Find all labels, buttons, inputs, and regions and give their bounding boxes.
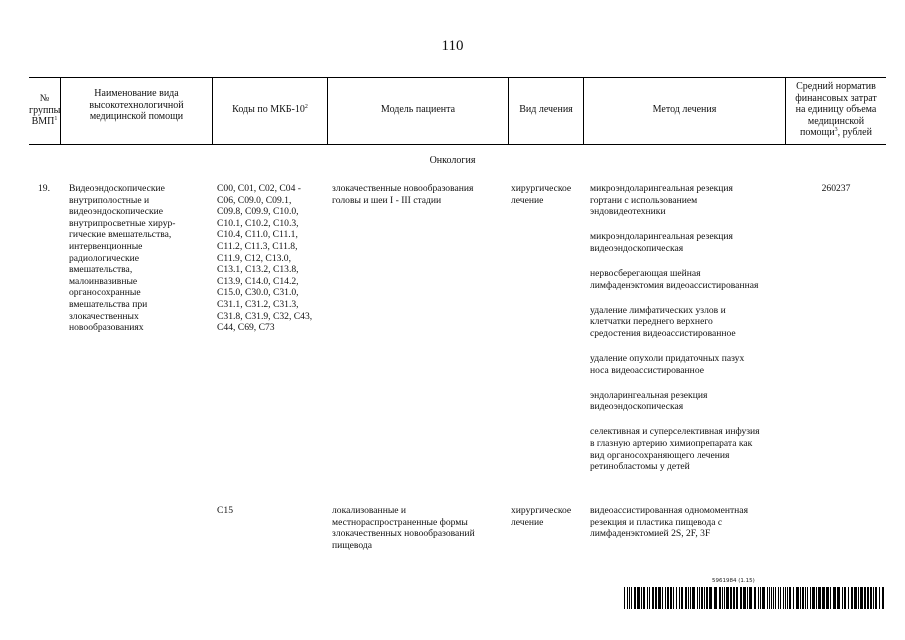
table-header-bottom-rule (29, 144, 886, 145)
header-icd-codes: Коды по МКБ-$10^2$ (232, 104, 308, 115)
row-patient-model: злокачественные новообразования головы и шеи I - III стадии (332, 183, 474, 206)
method-item: видеоассистированная одномоментная резекция и пластика пищевода с лимфаденэктомией 2S, 2F, 3F (590, 505, 748, 540)
barcode-number: 5961984 (1.15) (712, 578, 755, 584)
row-cost-value: 260237 (821, 183, 851, 194)
row-group-number: 19. (38, 183, 50, 194)
row-care-type-name: Видеоэндоскопические внутриполостные и видеоэндоскопические внутрипросветные хирур- гические вмешательства, интервенционные радиологические вмешательства, малоинвазивные органосохранные вмешательства при злокачественных новообразованиях (69, 183, 176, 334)
row-treatment-methods (590, 183, 760, 486)
header-cost-norm: Средний норматив финансовых затрат на единицу объема медицинской помощи$^3$, рублей (795, 81, 877, 138)
row-icd-codes: C00, C01, C02, C04 - C06, C09.0, C09.1, C09.8, C09.9, C10.0, C10.1, C10.2, C10.3, C10.4, C11.0, C11.1, C11.2, C11.3, C11.8, C11.9, C12, C13.0, C13.1, C13.2, C13.8, C13.9, C14.0, C14.2, C15.0, C30.0, C31.0, C31.1, C31.2, C31.3, C31.8, C31.9, C32, C43, C44, C69, C73 (217, 183, 313, 334)
header-treatment-type: Вид лечения (519, 104, 573, 115)
method-item: микроэндоларингеальная резекция видеоэндоскопическая (590, 231, 733, 254)
page-number: 110 (441, 38, 464, 54)
method-item: микроэндоларингеальная резекция гортани с использованием эндовидеотехники (590, 183, 733, 218)
header-treatment-method: Метод лечения (652, 104, 717, 115)
row-icd-codes: C15 (217, 505, 233, 516)
row-patient-model: локализованные и местнораспространенные формы злокачественных новообразований пищевода (332, 505, 475, 551)
row-treatment-methods (590, 505, 748, 553)
row-treatment-type: хирургическое лечение (511, 183, 572, 206)
section-title: Онкология (429, 155, 476, 166)
method-item: удаление лимфатических узлов и клетчатки переднего верхнего средостения видеоассистированное (590, 304, 736, 339)
row-treatment-type: хирургическое лечение (511, 505, 572, 528)
barcode-image (624, 587, 886, 609)
header-patient-model: Модель пациента (380, 104, 456, 115)
method-item: нервосберегающая шейная лимфаденэктомия видеоассистированная (590, 267, 759, 291)
method-item: селективная и суперселективная инфузия в глазную артерию химиопрепарата как вид органосохраняющего лечения ретинобластомы у детей (590, 426, 760, 473)
method-item: эндоларингеальная резекция видеоэндоскопическая (590, 389, 708, 413)
header-care-type: Наименование вида высокотехнологичной медицинской помощи (89, 88, 184, 122)
method-item: удаление опухоли придаточных пазух носа видеоассистированное (590, 352, 745, 376)
table-top-rule (29, 77, 886, 78)
header-group-number: № группы ВМП$^1$ (29, 93, 61, 127)
